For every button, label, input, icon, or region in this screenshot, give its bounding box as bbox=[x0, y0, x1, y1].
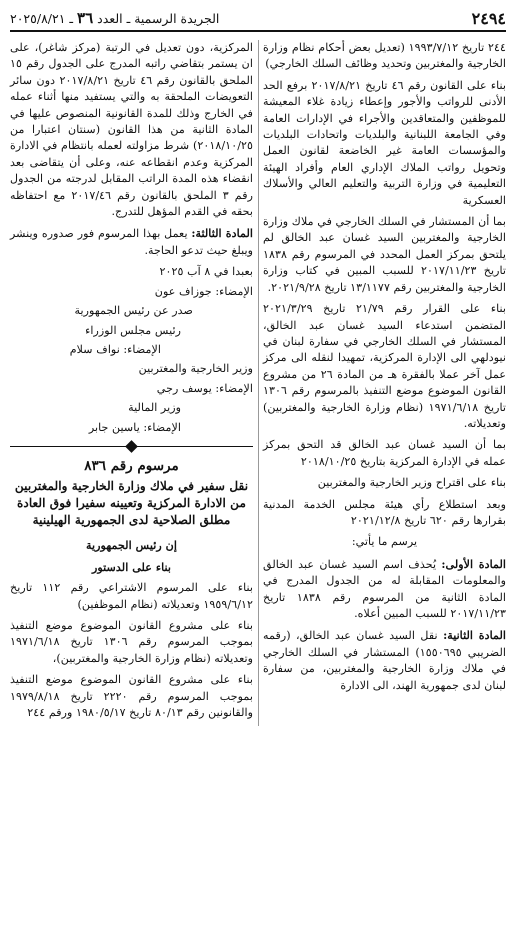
paragraph: المركزية، دون تعديل في الرتبة (مركز شاغر)، على ان يستمر بتقاضي راتبه المدرج على الجدول رقم ١٥ الملحق بالقانون رقم ٤٦ تاريخ ٢٠١٧/٨/٢١ دون سائر التعويضات الملحقة به والتي يستفيد منها أثناء عمله في الخارج وذلك للمدة القانونية المنصوص عليها في المادة الثانية من هذا القانون (سنتان اعتبارا من ٢٠١٨/١٠/٢٥) شرط مزاولته لعمله بانتظام في الادارة المركزية وعدم انقطاعه عنه، وعلى أن يتقاضى بعد انقضاء هذه المدة الراتب المقابل لدرجته من الجدول رقم ٣ الملحق بالقانون رقم ٢٠١٧/٤٦ مع احتفاظه بحقه في القدم المؤهل للتدرج. bbox=[10, 41, 253, 219]
article-2 bbox=[263, 627, 506, 694]
article-text: يعمل بهذا المرسوم فور صدوره وينشر ويبلغ حيث تدعو الحاجة. bbox=[10, 227, 253, 257]
paragraph: بما أن السيد غسان عبد الخالق قد التحق بمركز عمله في الإدارة المركزية بتاريخ ٢٠١٨/١٠/٢٥ bbox=[263, 438, 506, 468]
decrees-line: يرسم ما يأتي: bbox=[351, 535, 418, 549]
decree-subject: نقل سفير في ملاك وزارة الخارجية والمغتربين من الادارة المركزية وتعيينه سفيرا فوق العادة مطلق الصلاحية لدى الجمهورية الهيلينية bbox=[14, 479, 249, 528]
pm-signature: الإمضاء: نواف سلام bbox=[69, 342, 161, 356]
president-signature: الإمضاء: جوزاف عون bbox=[154, 284, 253, 298]
separator-diamond bbox=[125, 440, 138, 453]
paragraph: بناء على المرسوم الاشتراعي رقم ١١٢ تاريخ ١٩٥٩/٦/١٢ وتعديلاته (نظام الموظفين) bbox=[10, 581, 253, 611]
left-column bbox=[10, 40, 253, 726]
fm-title: وزير الخارجية والمغتربين bbox=[138, 362, 253, 376]
place-date: بعبدا في ٨ آب ٢٠٢٥ bbox=[159, 265, 253, 279]
issue-date: ـ ٢٠٢٥/٨/٢١ bbox=[10, 11, 74, 26]
gazette-name: الجريدة الرسمية ـ العدد bbox=[97, 11, 220, 26]
article-label: المادة الأولى: bbox=[441, 556, 506, 571]
constitution-line: بناء على الدستور bbox=[92, 559, 171, 574]
section-separator bbox=[10, 442, 253, 452]
paragraph: بناء على مشروع القانون الموضوع موضع التنفيذ بموجب المرسوم رقم ١٣٠٦ تاريخ ١٩٧١/٦/١٨ وتعديلاته (نظام وزارة الخارجية والمغتربين)، bbox=[10, 618, 253, 665]
paragraph: وبعد استطلاع رأي هيئة مجلس الخدمة المدنية بقرارها رقم ٦٢٠ تاريخ ٢٠٢١/١٢/٨ bbox=[263, 497, 506, 527]
paragraph: بناء على اقتراح وزير الخارجية والمغتربين bbox=[317, 476, 506, 490]
article-label: المادة الثانية: bbox=[443, 628, 506, 643]
fm-signature: الإمضاء: يوسف رجي bbox=[156, 381, 253, 395]
finance-title: وزير المالية bbox=[128, 401, 181, 415]
article-3 bbox=[10, 225, 253, 259]
page-header bbox=[10, 6, 506, 32]
paragraph: ٢٤٤ تاريخ ١٩٩٣/٧/١٢ (تعديل بعض أحكام نظام وزارة الخارجية والمغتربين وتحديد وظائف السلك الخارجي) bbox=[263, 41, 506, 71]
decree-title: مرسوم رقم ٨٣٦ bbox=[84, 457, 179, 474]
issued-by: صدر عن رئيس الجمهورية bbox=[74, 304, 193, 318]
paragraph: بناء على القرار رقم ٢١/٧٩ تاريخ ٢٠٢١/٣/٢٩ المتضمن استدعاء السيد غسان عبد الخالق، المستشار في السلك الخارجي في سفارة لبنان في نيودلهي الى الإدارة المركزية، تمهيدا لنقله الى مركز عمل آخر عملا بالفقرة هـ من المادة ٢٦ من مشروع القانون الموضوع موضع التنفيذ بالمرسوم رقم ١٣٠٦ تاريخ ١٩٧١/٦/١٨ (نظام وزارة الخارجية والمغتربين) وتعديلاته. bbox=[263, 302, 506, 430]
column-divider bbox=[258, 40, 259, 726]
article-text: يُحذف اسم السيد غسان عبد الخالق والمعلومات المقابلة له من الجدول المدرج في المادة الثانية من المرسوم رقم ١٨٣٨ تاريخ ٢٠١٧/١١/٢٣ للسبب المبين أعلاه. bbox=[263, 557, 506, 620]
paragraph: بما أن المستشار في السلك الخارجي في ملاك وزارة الخارجية والمغتربين السيد غسان عبد الخالق لم يلتحق بمركز العمل المحدد في المرسوم رقم ١٨٣٨ تاريخ ٢٠١٧/١١/٢٣ للسبب المبين في كتاب وزارة الخارجية والمغتربين رقم ١٣/١١٧٧ تاريخ ٢٠٢١/٩/٢٨. bbox=[263, 215, 506, 294]
paragraph: بناء على القانون رقم ٤٦ تاريخ ٢٠١٧/٨/٢١ برفع الحد الأدنى للرواتب والأجور وإعطاء زيادة غلاء المعيشة للموظفين والمتعاقدين والأجراء في الإدارات العامة وفي الجامعة اللبنانية والبلديات واتحادات البلديات والمؤسسات العامة غير الخاضعة لقانون العمل وتحويل رواتب الملاك الإداري العام وأفراد الهيئة التعليمية في وزارة التربية والتعليم العالي والأسلاك العسكرية bbox=[263, 78, 506, 207]
columns bbox=[10, 40, 506, 726]
pm-title: رئيس مجلس الوزراء bbox=[85, 323, 181, 337]
article-label: المادة الثالثة: bbox=[191, 226, 253, 241]
paragraph: بناء على مشروع القانون الموضوع موضع التنفيذ بموجب المرسوم رقم ٢٢٢٠ تاريخ ١٩٧٩/٨/١٨ والقانونين رقم ٨٠/١٣ تاريخ ١٩٨٠/٥/١٧ ورقم ٢٤٤ bbox=[10, 673, 253, 719]
issue-number: ٣٦ bbox=[77, 9, 94, 27]
right-column bbox=[263, 40, 506, 726]
president-heading: إن رئيس الجمهورية bbox=[86, 538, 177, 553]
running-title bbox=[10, 9, 219, 28]
page-number: ٢٤٩٤ bbox=[471, 9, 506, 28]
finance-signature: الإمضاء: ياسين جابر bbox=[88, 420, 181, 434]
article-text: نقل السيد غسان عبد الخالق، (رقمه الضريبي ١٥٥٠٦٩٥) المستشار في السلك الخارجي في ملاك وزارة الخارجية والمغتربين، من سفارة لبنان لدى جمهورية الهند، الى الادارة bbox=[263, 629, 506, 692]
article-1 bbox=[263, 556, 506, 623]
